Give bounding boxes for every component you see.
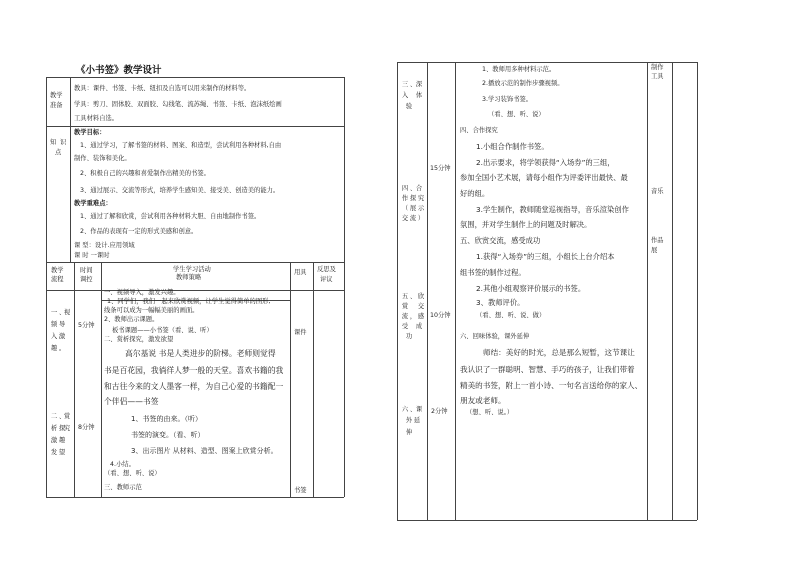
col-header-tools: 用具 — [294, 269, 307, 276]
activity-line: （看、想、听、说） — [104, 470, 161, 477]
lesson-type: 课 型：设计.应用领域 — [74, 242, 135, 249]
stage-char: 、 — [409, 293, 417, 300]
activity-line: 个伴侣——书签 — [104, 397, 159, 406]
stage-char: 展 — [409, 205, 417, 212]
stage-char: 究 — [417, 195, 425, 202]
stage-char: 外 — [405, 417, 413, 424]
table-border — [344, 77, 345, 497]
stage6-time: 2分钟 — [431, 408, 448, 415]
side-tool-item: 作品 — [651, 237, 664, 244]
activity-line: 高尔基说 书是人类进步的阶梯。老师则觉得 — [125, 349, 276, 358]
stage-char: 流 — [401, 313, 409, 320]
stage-char: 趣 — [58, 437, 66, 444]
content-line: 朋友或老师。 — [460, 396, 506, 405]
stage-char: 趣 — [50, 345, 58, 352]
stage-char: ） — [417, 215, 425, 222]
stage-char: 延 — [413, 417, 421, 424]
table-divider — [672, 62, 673, 520]
stage-char: （ — [401, 205, 409, 212]
stage-char: 导 — [58, 321, 66, 328]
key-item: 1、通过了解和欣赏，尝试利用各种材料大胆、自由地制作书签。 — [80, 213, 261, 220]
stage-char: 、 — [409, 185, 417, 192]
content-line: 四、合作探究 — [460, 127, 498, 134]
activity-line: 二、赏析探究，激发欲望 — [104, 336, 174, 343]
goal-item: 1、通过学习，了解书签的材料、图案、和造型，尝试利用各种材料,自由 — [80, 142, 282, 149]
content-line: 组书签的制作过程。 — [460, 268, 526, 277]
tool-item: 书签 — [294, 487, 307, 494]
table-border — [46, 497, 344, 498]
content-line: 2.出示要求，将学领获得“入场券”的三组， — [476, 158, 615, 167]
activity-line: 2、教师出示课题。 — [104, 316, 159, 323]
col-header-reflect: 反思及 — [317, 266, 336, 273]
activity-line: 三、教师示范 — [104, 484, 142, 491]
prep-label: 准备 — [50, 102, 63, 109]
stage-char: 功 — [405, 333, 413, 340]
table-border — [397, 520, 697, 521]
content-line: 师结：美好的时光，总是那么短暂，这节课让 — [483, 348, 635, 357]
stage-char: 究 — [63, 425, 71, 432]
stage-char: 入 — [401, 92, 409, 99]
stage-char: 验 — [405, 103, 413, 110]
activity-line: 书签的演变。（看、听） — [131, 431, 205, 439]
stage5-time: 10分钟 — [430, 312, 451, 319]
stage-char: 、 — [409, 406, 417, 413]
stage-char: 、 — [58, 413, 66, 420]
side-tool-item: 制作 — [651, 64, 664, 71]
activity-line: 1、书签的由来。（听） — [131, 415, 202, 423]
stage-char: 激 — [50, 437, 58, 444]
stage-char: 探 — [58, 425, 66, 432]
stage-char: 激 — [58, 333, 66, 340]
stage-char: 课 — [415, 406, 423, 413]
stage-char: 伸 — [405, 429, 413, 436]
table-divider — [74, 262, 75, 497]
content-line: 3、教师评价。 — [476, 298, 525, 307]
content-line: 1.小组合作制作书签。 — [476, 142, 549, 151]
lesson-time: 课 时 一课时 — [74, 252, 110, 259]
col-header-time: 时间 — [80, 267, 93, 274]
content-line: 2.其他小组观察评价展示的书签。 — [476, 284, 586, 293]
stage-char: 示 — [417, 205, 425, 212]
table-border — [46, 77, 47, 497]
side-tool-item: 音乐 — [651, 188, 664, 195]
prep-label: 教学 — [50, 92, 63, 99]
stage-char: 交 — [401, 215, 409, 222]
table-border — [46, 77, 344, 78]
content-line: （看、想、听、说、做） — [476, 312, 546, 319]
col-header-flow: 教学 — [51, 267, 64, 274]
content-line: （想、听、说。） — [466, 409, 514, 416]
content-line: （看、想、听、说） — [488, 111, 545, 118]
stage-char: 交 — [417, 303, 425, 310]
goals-label: 点 — [55, 149, 62, 156]
table-border — [397, 62, 697, 63]
activity-line: 3、出示图片 从材料、造型、图案上欣赏分析。 — [131, 447, 278, 455]
table-divider — [46, 290, 344, 291]
content-line: 2.播放示范的制作步骤视频。 — [482, 80, 564, 87]
stage-char: 一 — [50, 309, 58, 316]
activity-line: 1、同学们，我们一起来欣赏视频，让学生觉得简单的图形, — [107, 298, 271, 305]
prep-student-text: 工具材料自选。 — [74, 115, 119, 122]
stage-char: 合 — [415, 185, 423, 192]
content-line: 六、回味体验，课外延伸 — [460, 333, 530, 340]
stage-char: 四 — [401, 185, 409, 192]
col-header-activity: 学生学习活动 — [173, 266, 211, 273]
table-border — [697, 62, 698, 520]
stage-char: ， — [409, 313, 417, 320]
stage-char: 探 — [409, 195, 417, 202]
activity-line: 4.小结。 — [110, 461, 135, 468]
table-divider — [427, 62, 428, 520]
prep-teacher-text: 教具：课件、书签、卡纸、纽扣及自选可以用来制作的材料等。 — [74, 85, 251, 92]
table-divider — [455, 62, 456, 520]
content-line: 氛围，并对学生制作上的问题及时解决。 — [460, 220, 592, 229]
table-divider — [46, 126, 344, 127]
key-item: 2、作品的表现有一定的形式美感和创意。 — [80, 228, 198, 235]
table-border — [397, 62, 398, 520]
goal-item: 制作、装饰和美化。 — [74, 155, 131, 162]
goals-label: 知 — [50, 139, 57, 146]
page-title: 《小书签》教学设计 — [76, 65, 162, 76]
stage-char: 入 — [50, 333, 58, 340]
activity-line: 板书课题——小书签（看、说、听） — [112, 327, 213, 334]
goal-item: 3、通过展示、交流等形式，培养学生感知美、接受美、创造美的能力。 — [80, 187, 280, 194]
stage-char: 流 — [409, 215, 417, 222]
stage-char: 成 — [415, 323, 423, 330]
stage-char: 五 — [401, 293, 409, 300]
stage-char: 频 — [50, 321, 58, 328]
col-header-reflect: 评议 — [320, 276, 333, 283]
goals-heading: 教学目标： — [74, 129, 106, 136]
content-line: 3.学生制作，教师随堂巡视指导，音乐渲染创作 — [476, 205, 629, 214]
stage-char: 体 — [415, 92, 423, 99]
tool-item: 课件 — [294, 329, 307, 336]
side-tool-item: 展 — [651, 247, 658, 254]
stage-char: 析 — [50, 425, 58, 432]
table-divider — [647, 62, 648, 520]
table-divider — [70, 77, 71, 262]
content-line: 精美的书签，附上一首小诗、一句名言送给你的家人、 — [460, 381, 643, 390]
stage-char: 深 — [415, 81, 423, 88]
content-line: 1.获得“入场券”的三组，小组长上台介绍本 — [476, 252, 615, 261]
activity-line: 一、视频导入，激发兴趣。 — [104, 289, 180, 296]
prep-student-text: 学具：剪刀、固体胶、双面胶、勾线笔、流苏绳、书签、卡纸、泡沫纸绘画 — [74, 101, 282, 108]
activity-line: 线条可以成为一幅幅美丽的画面。 — [104, 307, 199, 314]
stage4-time: 15分钟 — [430, 165, 451, 172]
col-header-time: 调控 — [80, 276, 93, 283]
content-line: 五、欣赏交流，感受成功 — [460, 236, 541, 245]
key-heading: 教学重难点： — [74, 200, 112, 207]
stage-char: 赏 — [401, 303, 409, 310]
content-line: 参加全国小艺术展，请每小组作为评委评出最快、最 — [460, 173, 628, 182]
content-line: 3.学习装饰书签。 — [482, 96, 533, 103]
content-line: 好的组。 — [460, 189, 490, 198]
stage-char: 视 — [63, 309, 71, 316]
goals-label: 识 — [60, 139, 67, 146]
side-tool-item: 工具 — [651, 73, 664, 80]
stage-char: 、 — [409, 81, 417, 88]
stage-char: 二 — [50, 413, 58, 420]
table-divider — [290, 262, 291, 497]
col-header-flow: 流程 — [51, 276, 64, 283]
table-divider — [101, 262, 102, 497]
stage-char: 欣 — [417, 293, 425, 300]
col-header-activity: 教师策略 — [176, 274, 202, 281]
stage-char: 感 — [417, 313, 425, 320]
stage-char: 望 — [58, 449, 66, 456]
table-divider — [46, 262, 344, 263]
stage-char: 作 — [401, 195, 409, 202]
stage-char: 。 — [58, 345, 66, 352]
activity-line: 和古往今来的文人墨客一样，为自己心爱的书籍配一 — [104, 382, 284, 391]
stage-char: 受 — [401, 323, 409, 330]
content-line: 1、教师用多种材料示范。 — [482, 66, 556, 73]
stage-char: 三 — [401, 81, 409, 88]
content-line: 我认识了一群聪明、智慧、手巧的孩子，让我们带着 — [460, 365, 635, 374]
stage-char: 发 — [50, 449, 58, 456]
table-divider — [313, 262, 314, 497]
activity-line: 书是百花园，我徜徉人梦一般的天堂。喜欢书籍的我 — [104, 366, 284, 375]
stage2-time: 8分钟 — [78, 424, 95, 431]
stage-char: 六 — [401, 406, 409, 413]
stage1-time: 5分钟 — [78, 322, 95, 329]
goal-item: 2、积极自己的兴趣和喜爱制作出精美的书签。 — [80, 170, 210, 177]
stage-char: 、 — [58, 309, 66, 316]
stage-char: 赏 — [63, 413, 71, 420]
